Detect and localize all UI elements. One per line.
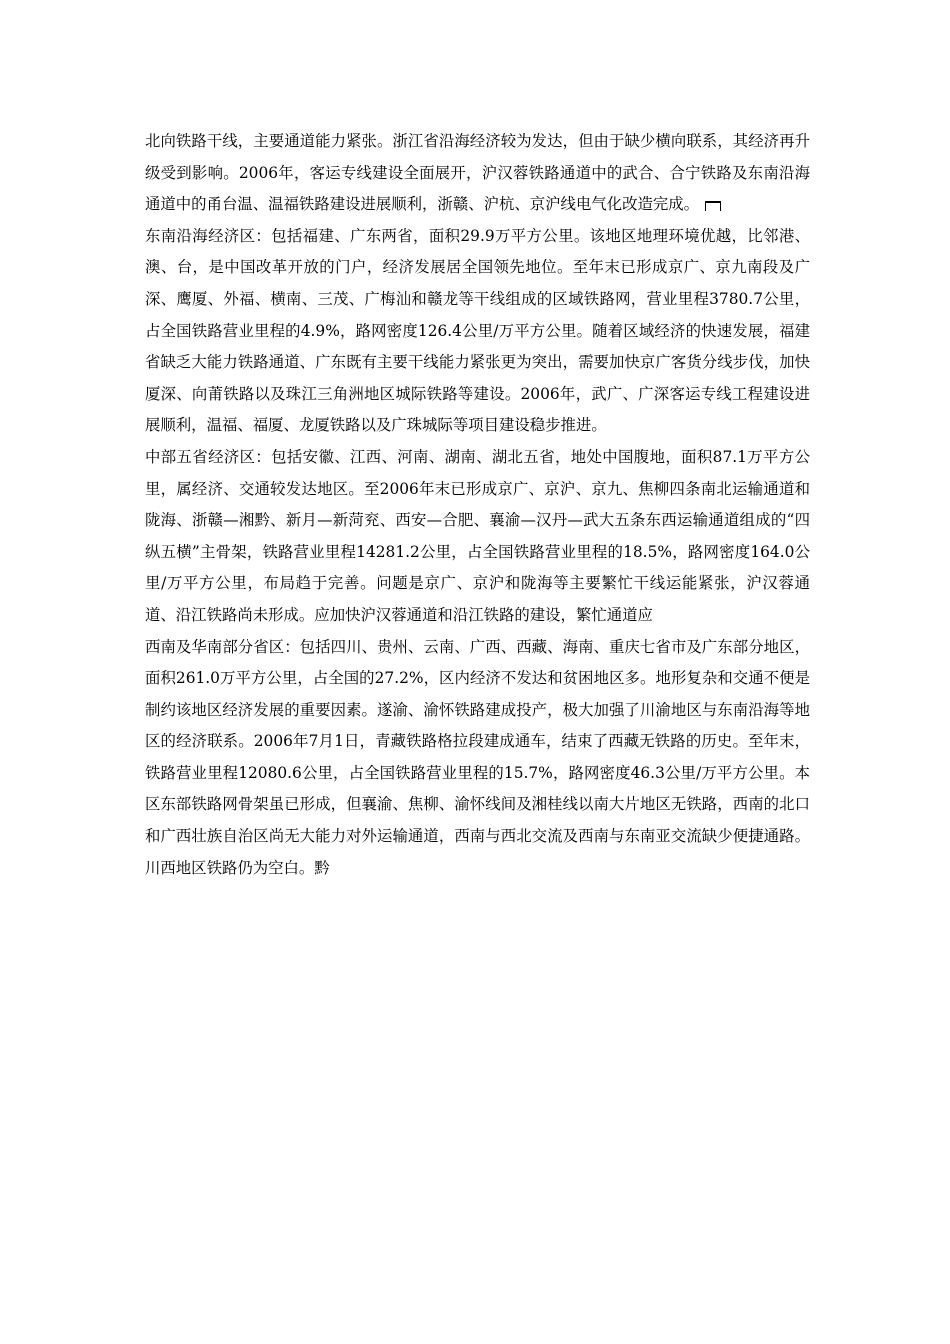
paragraph-central-five-provinces: 中部五省经济区：包括安徽、江西、河南、湖南、湖北五省，地处中国腹地，面积87.1万平方公里，属经济、交通较发达地区。至2006年末已形成京广、京沪、京九、焦柳四条南北运输通道和陇海、浙赣—湘黔、新月—新菏兖、西安—合肥、襄渝—汉丹—武大五条东西运输通道组成的“四纵五横”主骨架，铁路营业里程14281.2公里，占全国铁路营业里程的18.5%，路网密度164.0公里/万平方公里，布局趋于完善。问题是京广、京沪和陇海等主要繁忙干线运能紧张，沪汉蓉通道、沿江铁路尚未形成。应加快沪汉蓉通道和沿江铁路的建设，繁忙通道应 xyxy=(145,447,810,624)
paragraph-southwest-south-china: 西南及华南部分省区：包括四川、贵州、云南、广西、西藏、海南、重庆七省市及广东部分地区，面积261.0万平方公里，占全国的27.2%，区内经济不发达和贫困地区多。地形复杂和交通不便是制约该地区经济发展的重要因素。遂渝、渝怀铁路建成投产，极大加强了川渝地区与东南沿海等地区的经济联系。2006年7月1日，青藏铁路格拉段建成通车，结束了西藏无铁路的历史。至年末，铁路营业里程12080.6公里，占全国铁路营业里程的15.7%，路网密度46.3公里/万平方公里。本区东部铁路网骨架虽已形成，但襄渝、焦柳、渝怀线间及湘桂线以南大片地区无铁路，西南的北口和广西壮族自治区尚无大能力对外运输通道，西南与西北交流及西南与东南亚交流缺少便捷通路。川西地区铁路仍为空白。黔 xyxy=(145,637,810,877)
paragraph-text: 北向铁路干线，主要通道能力紧张。浙江省沿海经济较为发达，但由于缺少横向联系，其经济再升级受到影响。2006年，客运专线建设全面展开，沪汉蓉铁路通道中的武合、合宁铁路及东南沿海通道中的甬台温、温福铁路建设进展顺利，浙赣、沪杭、京沪线电气化改造完成。 xyxy=(145,132,810,214)
paragraph-northern-corridor xyxy=(145,126,810,221)
document-page xyxy=(145,126,810,884)
paragraph-southeast-coastal-region: 东南沿海经济区：包括福建、广东两省，面积29.9万平方公里。该地区地理环境优越，比邻港、澳、台，是中国改革开放的门户，经济发展居全国领先地位。至年末已形成京广、京九南段及广深、鹰厦、外福、横南、三茂、广梅汕和赣龙等干线组成的区域铁路网，营业里程3780.7公里，占全国铁路营业里程的4.9%，路网密度126.4公里/万平方公里。随着区域经济的快速发展，福建省缺乏大能力铁路通道、广东既有主要干线能力紧张更为突出，需要加快京广客货分线步伐，加快厦深、向莆铁路以及珠江三角洲地区城际铁路等建设。2006年，武广、广深客运专线工程建设进展顺利，温福、福厦、龙厦铁路以及广珠城际等项目建设稳步推进。 xyxy=(145,226,810,435)
editing-mark-icon xyxy=(705,201,721,211)
